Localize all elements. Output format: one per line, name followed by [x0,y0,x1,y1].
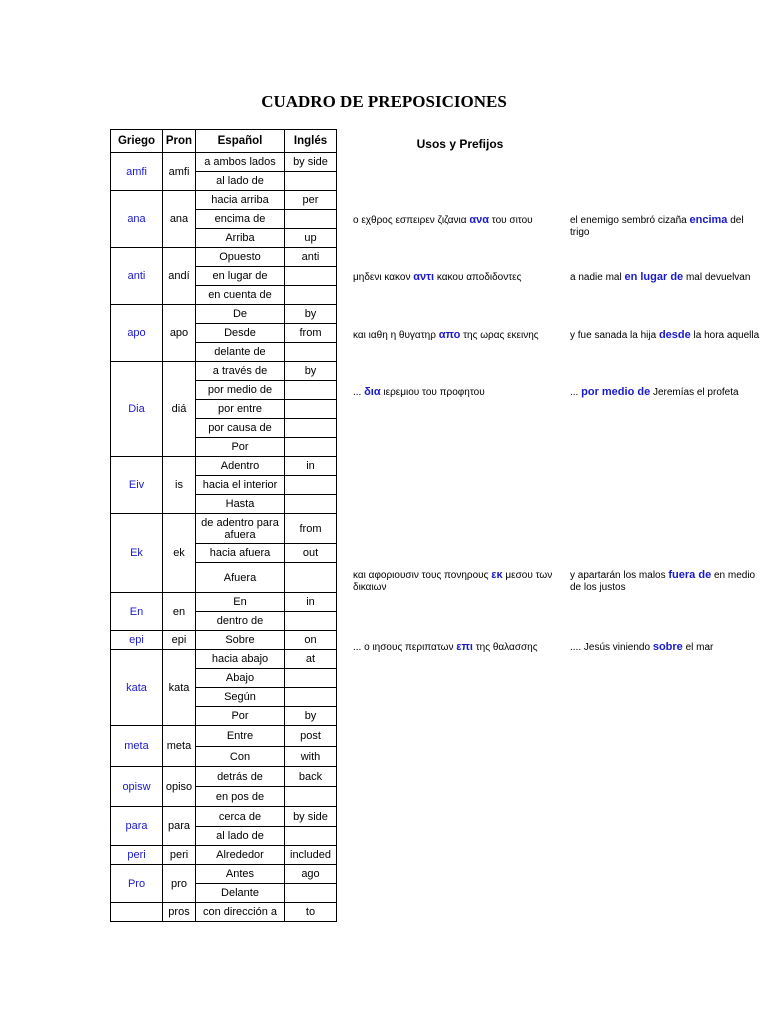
table-row [111,903,337,922]
table-row [111,650,337,669]
espanol-cell: Sobre [196,631,285,650]
ingles-cell: up [285,229,337,248]
ingles-cell [285,563,337,593]
ingles-cell [285,827,337,846]
ingles-cell [285,612,337,631]
greek-cell: peri [111,846,163,865]
espanol-cell: Adentro [196,457,285,476]
ingles-cell: in [285,593,337,612]
greek-highlight: αντι [413,271,435,283]
espanol-cell: Antes [196,865,285,884]
spanish-text: y apartarán los malos [570,570,669,581]
ingles-cell [285,381,337,400]
pron-cell: kata [163,650,196,726]
table-row [111,726,337,747]
spanish-highlight: desde [658,329,691,341]
table-body [111,153,337,922]
spanish-text: la hora aquella [690,330,760,341]
ingles-cell: out [285,544,337,563]
espanol-cell: detrás de [196,767,285,787]
greek-cell: ana [111,191,163,248]
greek-text: της θαλασσης [472,642,538,653]
spanish-highlight: sobre [652,641,683,653]
greek-cell: amfi [111,153,163,191]
spanish-example [570,329,760,342]
espanol-cell: Por [196,438,285,457]
greek-text: κακου αποδιδοντες [434,272,522,283]
espanol-cell: Desde [196,324,285,343]
greek-cell: Eiv [111,457,163,514]
greek-text: του σιτου [489,215,533,226]
greek-example [353,214,553,227]
greek-cell: apo [111,305,163,362]
ingles-cell [285,172,337,191]
ingles-cell: by side [285,153,337,172]
table-row [111,514,337,544]
header-ingles: Inglés [285,130,337,153]
greek-cell: kata [111,650,163,726]
header-griego: Griego [111,130,163,153]
espanol-cell: Alrededor [196,846,285,865]
ingles-cell: back [285,767,337,787]
espanol-cell: Delante [196,884,285,903]
greek-cell: Pro [111,865,163,903]
spanish-highlight: encima [689,214,728,226]
spanish-example [570,271,760,284]
table-row [111,305,337,324]
pron-cell: peri [163,846,196,865]
pron-cell: ana [163,191,196,248]
ingles-cell: on [285,631,337,650]
espanol-cell: Por [196,707,285,726]
pron-cell: opiso [163,767,196,807]
header-row [111,130,337,153]
espanol-cell: Entre [196,726,285,747]
espanol-cell: Con [196,747,285,767]
greek-cell: epi [111,631,163,650]
spanish-text: el mar [682,642,714,653]
pron-cell: is [163,457,196,514]
pron-cell: epi [163,631,196,650]
greek-highlight: δια [364,386,381,398]
greek-cell: para [111,807,163,846]
greek-cell: meta [111,726,163,767]
espanol-cell: Según [196,688,285,707]
espanol-cell: por medio de [196,381,285,400]
espanol-cell: a través de [196,362,285,381]
ingles-cell [285,688,337,707]
greek-cell: En [111,593,163,631]
ingles-cell: by [285,707,337,726]
ingles-cell [285,210,337,229]
pron-cell: en [163,593,196,631]
espanol-cell: De [196,305,285,324]
table-row [111,593,337,612]
table-row [111,153,337,172]
espanol-cell: de adentro para afuera [196,514,285,544]
header-pron: Pron [163,130,196,153]
ingles-cell: from [285,514,337,544]
ingles-cell: by side [285,807,337,827]
greek-cell: anti [111,248,163,305]
espanol-cell: en lugar de [196,267,285,286]
pron-cell: pro [163,865,196,903]
pron-cell: pros [163,903,196,922]
spanish-text: a nadie mal [570,272,625,283]
table-row [111,865,337,884]
ingles-cell [285,495,337,514]
espanol-cell: encima de [196,210,285,229]
spanish-example [570,386,760,399]
ingles-cell [285,400,337,419]
espanol-cell: al lado de [196,172,285,191]
spanish-text: del trigo [570,215,744,238]
greek-highlight: ανα [469,214,489,226]
ingles-cell [285,419,337,438]
ingles-cell: post [285,726,337,747]
greek-text: ... ο ιησους περιπατων [353,642,457,653]
spanish-text: y fue sanada la hija [570,330,659,341]
espanol-cell: a ambos lados [196,153,285,172]
espanol-cell: En [196,593,285,612]
ingles-cell: by [285,305,337,324]
ingles-cell [285,343,337,362]
spanish-example [570,641,760,654]
spanish-highlight: en lugar de [624,271,684,283]
espanol-cell: Opuesto [196,248,285,267]
ingles-cell: with [285,747,337,767]
greek-text: ιερεμιου του προφητου [380,387,485,398]
prepositions-table [110,129,337,922]
greek-example [353,271,553,284]
pron-cell: meta [163,726,196,767]
spanish-text: ... [570,387,582,398]
greek-highlight: εκ [491,569,503,581]
greek-highlight: επι [456,641,473,653]
espanol-cell: Arriba [196,229,285,248]
espanol-cell: hacia abajo [196,650,285,669]
ingles-cell: from [285,324,337,343]
ingles-cell [285,669,337,688]
pron-cell: diá [163,362,196,457]
greek-cell [111,903,163,922]
spanish-text: Jeremías el profeta [650,387,739,398]
spanish-highlight: fuera de [668,569,712,581]
espanol-cell: Hasta [196,495,285,514]
spanish-text: mal devuelvan [683,272,751,283]
table-row [111,767,337,787]
ingles-cell [285,476,337,495]
espanol-cell: dentro de [196,612,285,631]
ingles-cell: per [285,191,337,210]
espanol-cell: al lado de [196,827,285,846]
usos-title: Usos y Prefijos [416,137,504,151]
spanish-example [570,214,760,239]
pron-cell: andí [163,248,196,305]
espanol-cell: hacia el interior [196,476,285,495]
table-row [111,457,337,476]
spanish-highlight: por medio de [581,386,651,398]
espanol-cell: por causa de [196,419,285,438]
pron-cell: amfi [163,153,196,191]
spanish-text: en medio de los justos [570,570,756,593]
greek-highlight: απο [438,329,461,341]
table-row [111,807,337,827]
greek-example [353,641,553,654]
ingles-cell [285,267,337,286]
ingles-cell: included [285,846,337,865]
greek-text: και αφοριουσιν τους πονηρους [353,570,492,581]
table-row [111,362,337,381]
ingles-cell: at [285,650,337,669]
greek-cell: Ek [111,514,163,593]
ingles-cell [285,286,337,305]
greek-text: μεσου των δικαιων [353,570,553,593]
espanol-cell: hacia afuera [196,544,285,563]
espanol-cell: en cuenta de [196,286,285,305]
table-row [111,846,337,865]
greek-example [353,329,553,342]
page-title: CUADRO DE PREPOSICIONES [261,92,507,111]
pron-cell: para [163,807,196,846]
table-row [111,248,337,267]
table-row [111,631,337,650]
ingles-cell [285,787,337,807]
pron-cell: ek [163,514,196,593]
pron-cell: apo [163,305,196,362]
greek-cell: Dia [111,362,163,457]
espanol-cell: Abajo [196,669,285,688]
greek-text: μηδενι κακον [353,272,414,283]
ingles-cell [285,438,337,457]
ingles-cell: in [285,457,337,476]
ingles-cell: to [285,903,337,922]
ingles-cell: anti [285,248,337,267]
ingles-cell: ago [285,865,337,884]
greek-text: της ωρας εκεινης [460,330,539,341]
greek-example [353,569,553,594]
espanol-cell: en pos de [196,787,285,807]
spanish-text: .... Jesús viniendo [570,642,653,653]
espanol-cell: Afuera [196,563,285,593]
greek-text: ... [353,387,365,398]
espanol-cell: cerca de [196,807,285,827]
header-espanol: Español [196,130,285,153]
greek-text: ο εχθρος εσπειρεν ζιζανια [353,215,470,226]
espanol-cell: con dirección a [196,903,285,922]
greek-cell: opisw [111,767,163,807]
espanol-cell: hacia arriba [196,191,285,210]
espanol-cell: delante de [196,343,285,362]
greek-text: και ιαθη η θυγατηρ [353,330,439,341]
table-row [111,191,337,210]
spanish-text: el enemigo sembró cizaña [570,215,690,226]
ingles-cell: by [285,362,337,381]
greek-example [353,386,553,399]
ingles-cell [285,884,337,903]
spanish-example [570,569,760,594]
espanol-cell: por entre [196,400,285,419]
